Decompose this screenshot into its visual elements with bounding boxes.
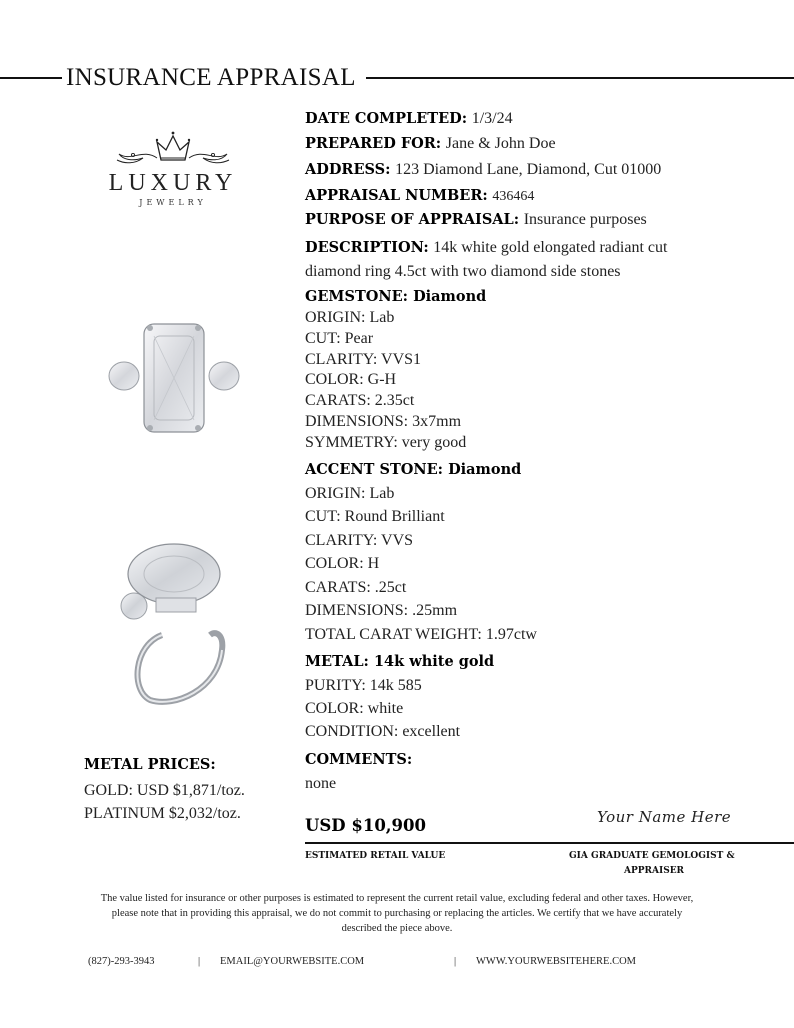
platinum-price: PLATINUM $2,032/toz.	[84, 805, 241, 822]
gemstone-cut: CUT: Pear	[305, 330, 374, 347]
accent-stone-heading: ACCENT STONE: Diamond	[305, 461, 522, 478]
metal-condition: CONDITION: excellent	[305, 723, 461, 740]
gemstone-origin: ORIGIN: Lab	[305, 309, 395, 326]
description: DESCRIPTION: 14k white gold elongated radiant cut diamond ring 4.5ct with two diamond side stones	[305, 239, 668, 280]
disclaimer-text: The value listed for insurance or other purposes is estimated to represent the current retail value, excluding federal and other taxes. However, please note that in providing this appraisal, we do not commit to purchasing or replacing the articles. We certify that we have accurately described the piece above.	[100, 893, 694, 934]
gemstone-carats: CARATS: 2.35ct	[305, 392, 415, 409]
appraiser-title-line-1: GIA GRADUATE GEMOLOGIST &	[569, 851, 735, 861]
address: ADDRESS: 123 Diamond Lane, Diamond, Cut 01000	[305, 161, 662, 178]
footer-separator-1: |	[198, 956, 201, 967]
logo-subtitle: JEWELRY	[139, 198, 207, 207]
metal-prices-heading: METAL PRICES:	[84, 756, 216, 773]
metal-color: COLOR: white	[305, 700, 404, 717]
ring-top-view-image	[104, 318, 244, 438]
gold-price: GOLD: USD $1,871/toz.	[84, 782, 245, 799]
metal-purity: PURITY: 14k 585	[305, 677, 422, 694]
date-completed: DATE COMPLETED: 1/3/24	[305, 110, 513, 127]
accent-origin: ORIGIN: Lab	[305, 485, 395, 502]
accent-color: COLOR: H	[305, 555, 380, 572]
appraiser-title-line-2: APPRAISER	[624, 866, 685, 876]
logo-wordmark: LUXURY	[108, 170, 238, 196]
estimated-retail-value-label: ESTIMATED RETAIL VALUE	[305, 851, 446, 861]
purpose-of-appraisal: PURPOSE OF APPRAISAL: Insurance purposes	[305, 211, 647, 228]
crown-icon	[113, 128, 233, 168]
ring-angled-view-image	[112, 540, 232, 710]
comments-value: none	[305, 775, 337, 792]
accent-cut: CUT: Round Brilliant	[305, 508, 445, 525]
gemstone-symmetry: SYMMETRY: very good	[305, 434, 467, 451]
signature-rule	[305, 842, 794, 844]
accent-total-carat-weight: TOTAL CARAT WEIGHT: 1.97ctw	[305, 626, 537, 643]
brand-logo	[108, 128, 238, 214]
footer-phone: (827)-293-3943	[88, 956, 155, 967]
gemstone-dimensions: DIMENSIONS: 3x7mm	[305, 413, 462, 430]
accent-clarity: CLARITY: VVS	[305, 532, 414, 549]
appraisal-number: APPRAISAL NUMBER: 436464	[305, 187, 535, 204]
prepared-for: PREPARED FOR: Jane & John Doe	[305, 135, 556, 152]
appraiser-signature: Your Name Here	[597, 808, 732, 826]
accent-dimensions: DIMENSIONS: .25mm	[305, 602, 458, 619]
header-rule-right	[366, 77, 794, 79]
metal-heading: METAL: 14k white gold	[305, 653, 495, 670]
gemstone-clarity: CLARITY: VVS1	[305, 351, 422, 368]
accent-carats: CARATS: .25ct	[305, 579, 407, 596]
gemstone-color: COLOR: G-H	[305, 371, 397, 388]
page-title: INSURANCE APPRAISAL	[66, 64, 356, 91]
footer-email[interactable]: EMAIL@YOURWEBSITE.COM	[220, 956, 365, 967]
gemstone-heading: GEMSTONE: Diamond	[305, 288, 487, 305]
comments-heading: COMMENTS:	[305, 751, 413, 768]
footer-separator-2: |	[454, 956, 457, 967]
estimated-price: USD $10,900	[305, 816, 426, 835]
header-rule-left	[0, 77, 62, 79]
footer-website[interactable]: WWW.YOURWEBSITEHERE.COM	[476, 956, 637, 967]
